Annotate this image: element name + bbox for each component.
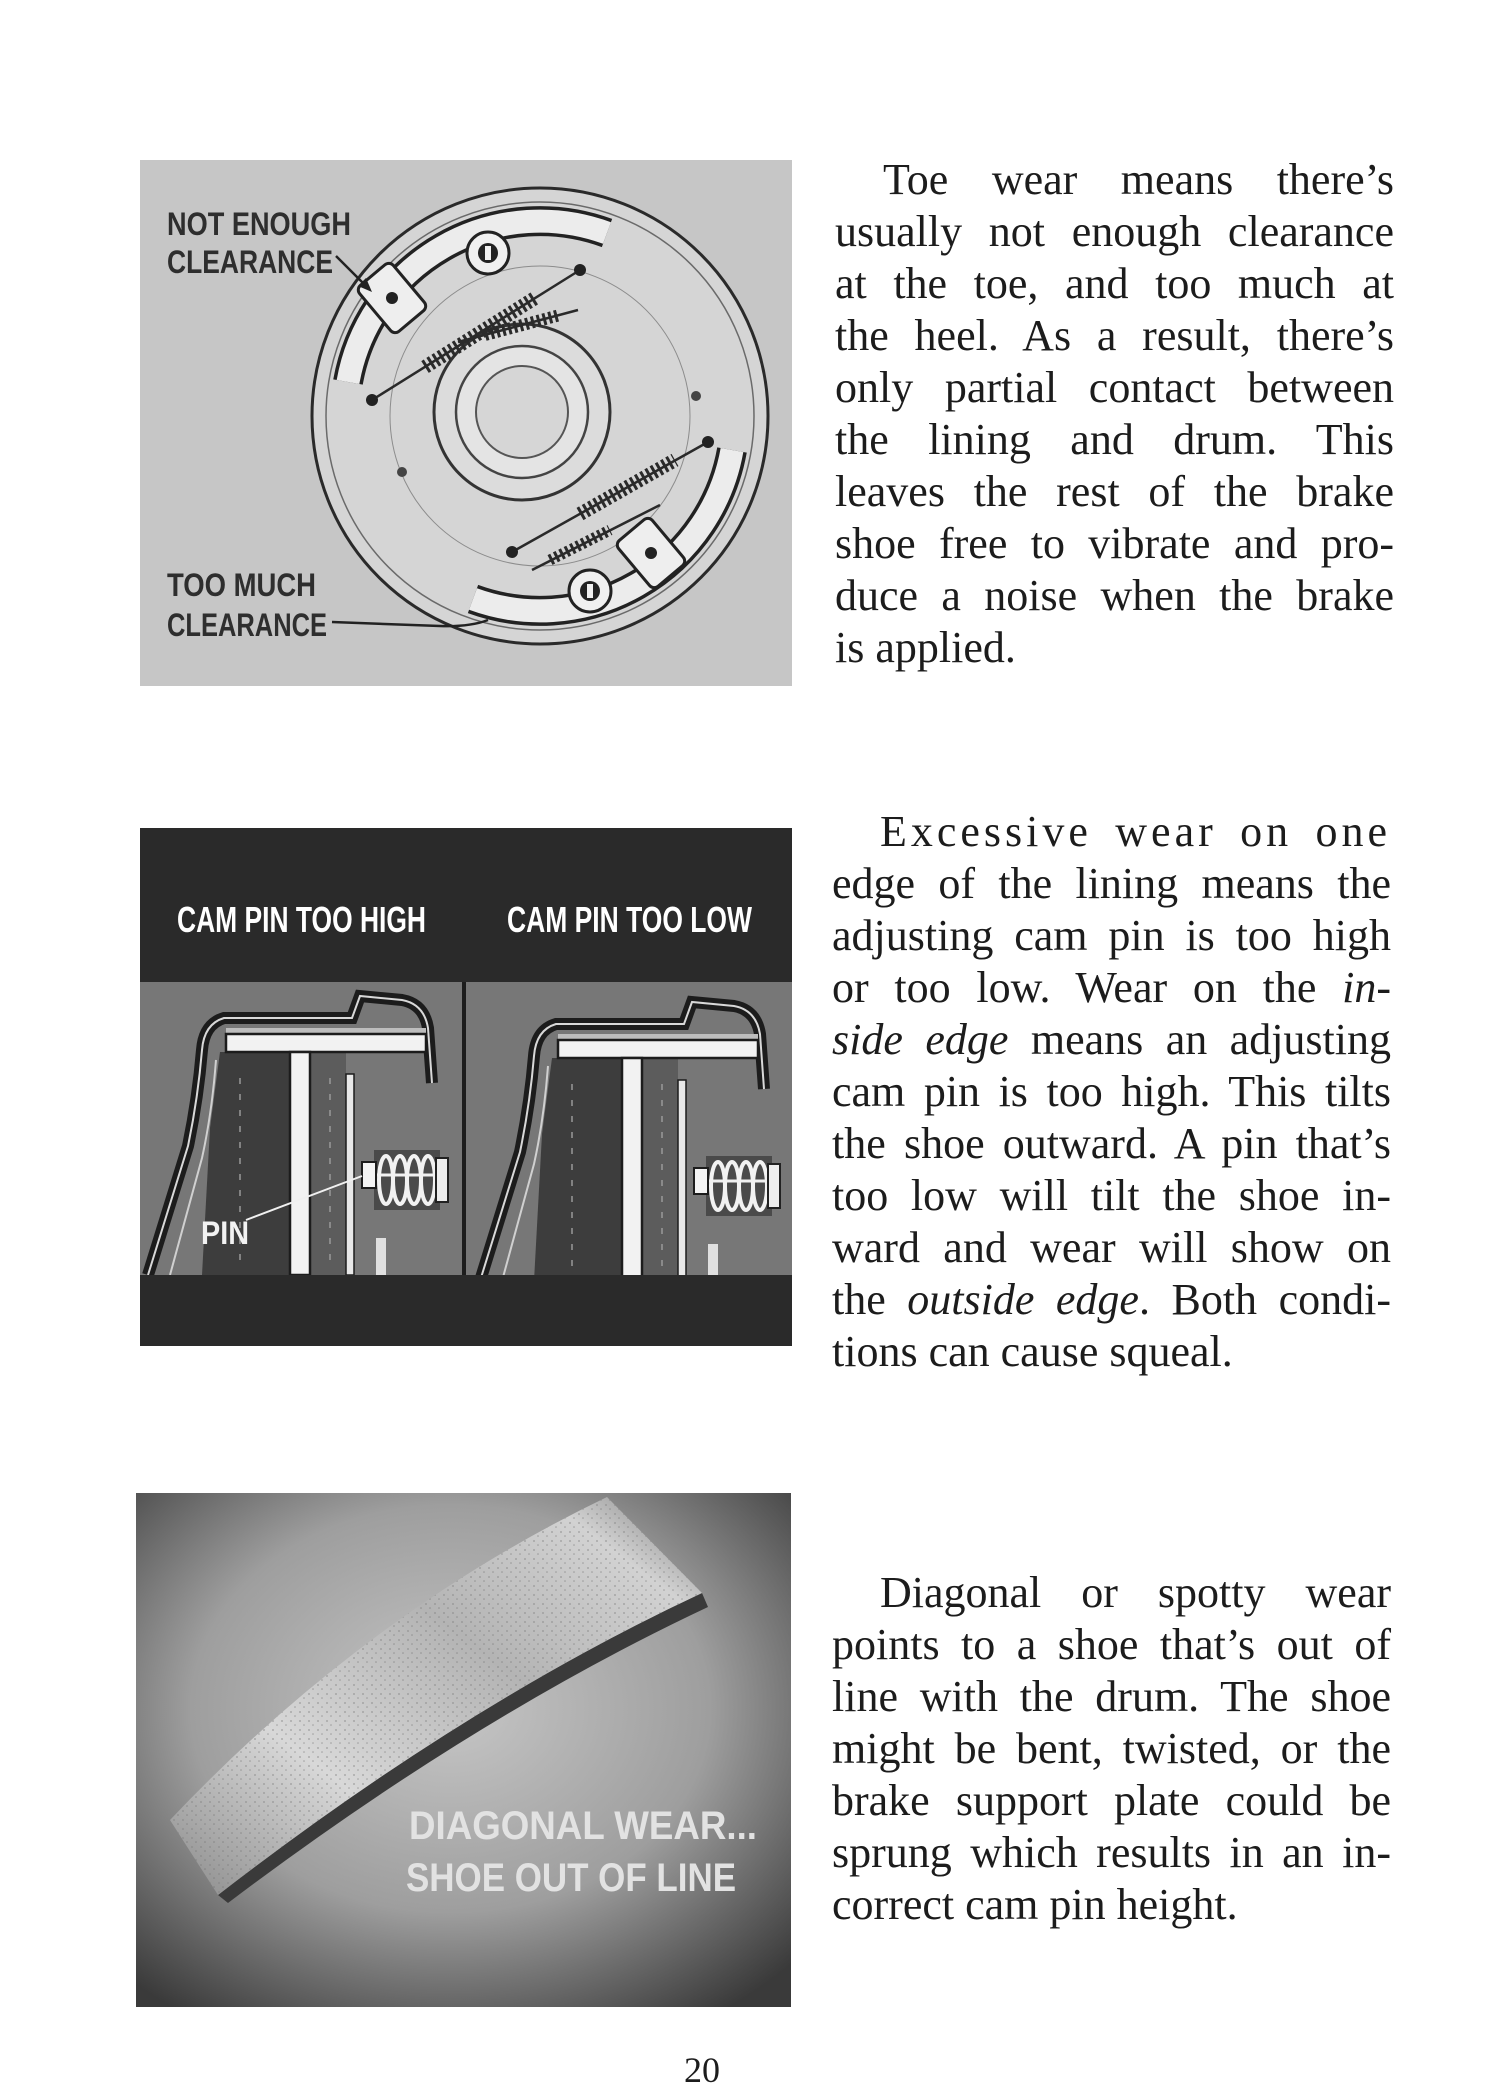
cam-pin-illustration: [140, 828, 792, 1346]
text-line: [832, 1567, 1391, 1619]
text-line: [832, 1118, 1391, 1170]
diagonal-wear-caption-line2: SHOE OUT OF LINE: [406, 1856, 736, 1900]
panel-divider: [462, 982, 466, 1275]
text-run: the: [832, 1275, 908, 1324]
cam-pin-too-high-caption: CAM PIN TOO HIGH: [177, 899, 426, 940]
text-run: points to a shoe that’s out of: [832, 1620, 1391, 1669]
text-run: the lining and drum. This: [835, 415, 1394, 464]
text-line: [832, 1274, 1391, 1326]
pin-label: PIN: [201, 1215, 249, 1251]
clearance-illustration: [140, 160, 792, 686]
text-run: the heel. As a result, there’s: [835, 311, 1394, 360]
text-run: correct cam pin height.: [832, 1880, 1238, 1929]
figure-clearance-diagram: [140, 160, 792, 686]
too-much-label-line2: CLEARANCE: [167, 607, 327, 643]
text-line: [835, 362, 1394, 414]
text-line: [832, 1066, 1391, 1118]
text-line: [835, 466, 1394, 518]
text-run: or too low. Wear on the: [832, 963, 1343, 1012]
text-line: [832, 858, 1391, 910]
text-line: [832, 806, 1391, 858]
text-line: [835, 518, 1394, 570]
adjusting-cam-lower: [569, 570, 611, 612]
text-line: [832, 1014, 1391, 1066]
text-run: too low will tilt the shoe in-: [832, 1171, 1391, 1220]
text-run: tions can cause squeal.: [832, 1327, 1233, 1376]
text-run: . Both condi-: [1138, 1275, 1391, 1324]
adjusting-cam-upper: [467, 232, 509, 274]
text-line: [832, 962, 1391, 1014]
text-run: edge of the lining means the: [832, 859, 1391, 908]
text-line: [832, 1879, 1391, 1931]
text-line: [832, 910, 1391, 962]
text-line: [835, 258, 1394, 310]
text-line: [835, 570, 1394, 622]
text-run: Excessive wear on one: [880, 807, 1391, 856]
diagonal-wear-caption-line1: DIAGONAL WEAR...: [409, 1804, 757, 1848]
text-line: [835, 310, 1394, 362]
text-run: might be bent, twisted, or the: [832, 1724, 1391, 1773]
text-run: only partial contact between: [835, 363, 1394, 412]
italic-text-run: side edge: [832, 1015, 1009, 1064]
text-run: Toe wear means there’s: [883, 155, 1394, 204]
text-run: ward and wear will show on: [832, 1223, 1391, 1272]
text-line: [832, 1827, 1391, 1879]
photo-background: [136, 1493, 791, 2007]
text-run: line with the drum. The shoe: [832, 1672, 1391, 1721]
text-line: [835, 622, 1394, 674]
text-run: is applied.: [835, 623, 1016, 672]
text-run: usually not enough clearance: [835, 207, 1394, 256]
text-run: shoe free to vibrate and pro-: [835, 519, 1394, 568]
italic-text-run: outside edge: [907, 1275, 1139, 1324]
text-run: means an adjusting: [1008, 1015, 1391, 1064]
diagonal-wear-illustration: [136, 1493, 791, 2007]
text-run: adjusting cam pin is too high: [832, 911, 1391, 960]
paragraph-diagonal-wear: [832, 1567, 1391, 1931]
cam-pin-too-low-caption: CAM PIN TOO LOW: [507, 899, 753, 940]
paragraph-edge-wear: [832, 806, 1391, 1378]
text-run: sprung which results in an in-: [832, 1828, 1391, 1877]
figure-cam-pin-diagram: [140, 828, 792, 1346]
text-line: [832, 1671, 1391, 1723]
text-run: duce a noise when the brake: [835, 571, 1394, 620]
text-run: at the toe, and too much at: [835, 259, 1394, 308]
figure-diagonal-wear-photo: [136, 1493, 791, 2007]
text-run: leaves the rest of the brake: [835, 467, 1394, 516]
too-much-label-line1: TOO MUCH: [167, 567, 316, 603]
page-number: 20: [684, 2050, 720, 2090]
bottom-band: [140, 1275, 792, 1346]
text-run: the shoe outward. A pin that’s: [832, 1119, 1391, 1168]
text-line: [835, 154, 1394, 206]
text-line: [832, 1222, 1391, 1274]
not-enough-label-line2: CLEARANCE: [167, 244, 333, 280]
text-run: Diagonal or spotty wear: [880, 1568, 1391, 1617]
text-line: [832, 1723, 1391, 1775]
text-run: cam pin is too high. This tilts: [832, 1067, 1391, 1116]
italic-text-run: in-: [1342, 963, 1391, 1012]
text-run: brake support plate could be: [832, 1776, 1391, 1825]
text-line: [832, 1775, 1391, 1827]
text-line: [835, 206, 1394, 258]
paragraph-toe-wear: [835, 154, 1394, 674]
text-line: [832, 1326, 1391, 1378]
text-line: [832, 1619, 1391, 1671]
not-enough-label-line1: NOT ENOUGH: [167, 206, 351, 242]
text-line: [832, 1170, 1391, 1222]
text-line: [835, 414, 1394, 466]
